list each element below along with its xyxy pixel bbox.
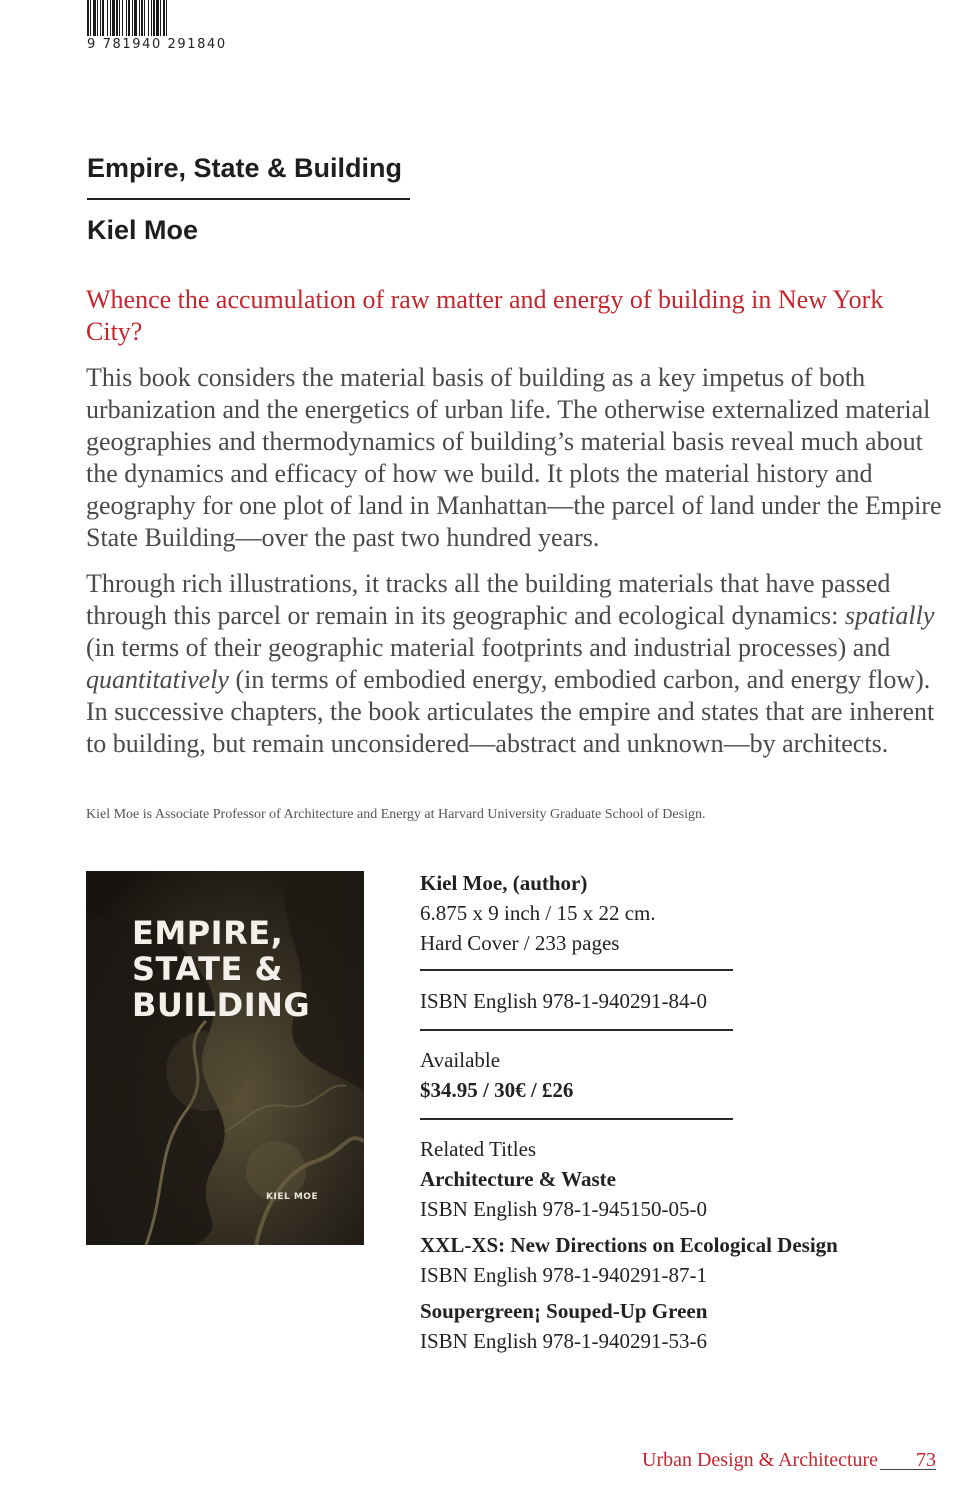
footer-section-title: Urban Design & Architecture — [642, 1449, 879, 1471]
tagline: Whence the accumulation of raw matter and energy of building in New York City? — [86, 285, 884, 346]
details-divider — [420, 969, 733, 971]
details-divider — [420, 1029, 733, 1031]
description-paragraph-1: This book considers the material basis of building as a key impetus of both urbanization and the energetics of urban life. The otherwise externalized material geographies and thermodynamics of building’s material basis reveal much about the dynamics and efficacy of how we build. It plots the material history and geography for one plot of land in Manhattan—the parcel of land under the Empire State Building—over the past two hundred years. — [86, 363, 942, 552]
related-titles-heading: Related Titles — [420, 1137, 537, 1161]
author-credit: Kiel Moe, (author) — [420, 871, 588, 895]
cover-author: KIEL MOE — [266, 1192, 319, 1202]
related-isbn: ISBN English 978-1-940291-53-6 — [420, 1329, 707, 1353]
description-paragraph-2 — [86, 568, 946, 760]
title-divider — [87, 198, 410, 200]
related-title: Soupergreen¡ Souped-Up Green — [420, 1299, 708, 1323]
book-format: Hard Cover / 233 pages — [420, 931, 620, 955]
related-isbn: ISBN English 978-1-940291-87-1 — [420, 1263, 707, 1287]
page-number: 73 — [916, 1449, 936, 1471]
author-name: Kiel Moe — [87, 215, 199, 245]
related-isbn: ISBN English 978-1-945150-05-0 — [420, 1197, 707, 1221]
emphasis-text: spatially — [844, 601, 935, 630]
barcode-digits: 9 781940 291840 — [86, 36, 259, 54]
paragraph-text: (in terms of embodied energy, embodied carbon, and energy flow). In successive chapters, the book articulates the empire and states that are inherent to building, but remain unconsidered—abstract and unknown—by architects. — [86, 665, 935, 758]
cover-title-line: EMPIRE, — [132, 914, 284, 952]
book-cover-image — [86, 871, 364, 1245]
emphasis-text: quantitatively — [86, 665, 229, 694]
book-title: Empire, State & Building — [87, 153, 403, 183]
cover-title-line: STATE & — [132, 950, 283, 988]
cover-title — [132, 915, 310, 1023]
paragraph-text: Through rich illustrations, it tracks all the building materials that have passed through this parcel or remain in its geographic and ecological dynamics: — [86, 569, 891, 630]
price: $34.95 / 30€ / £26 — [420, 1078, 574, 1102]
related-title: XXL-XS: New Directions on Ecological Design — [420, 1233, 838, 1257]
paragraph-text: (in terms of their geographic material footprints and industrial processes) and — [86, 633, 891, 662]
author-bio: Kiel Moe is Associate Professor of Architecture and Energy at Harvard University Graduate School of Design. — [86, 807, 706, 822]
availability: Available — [420, 1048, 501, 1072]
details-divider — [420, 1118, 733, 1120]
book-dimensions: 6.875 x 9 inch / 15 x 22 cm. — [420, 901, 656, 925]
isbn: ISBN English 978-1-940291-84-0 — [420, 989, 707, 1013]
cover-title-line: BUILDING — [132, 986, 311, 1024]
related-title: Architecture & Waste — [420, 1167, 616, 1191]
